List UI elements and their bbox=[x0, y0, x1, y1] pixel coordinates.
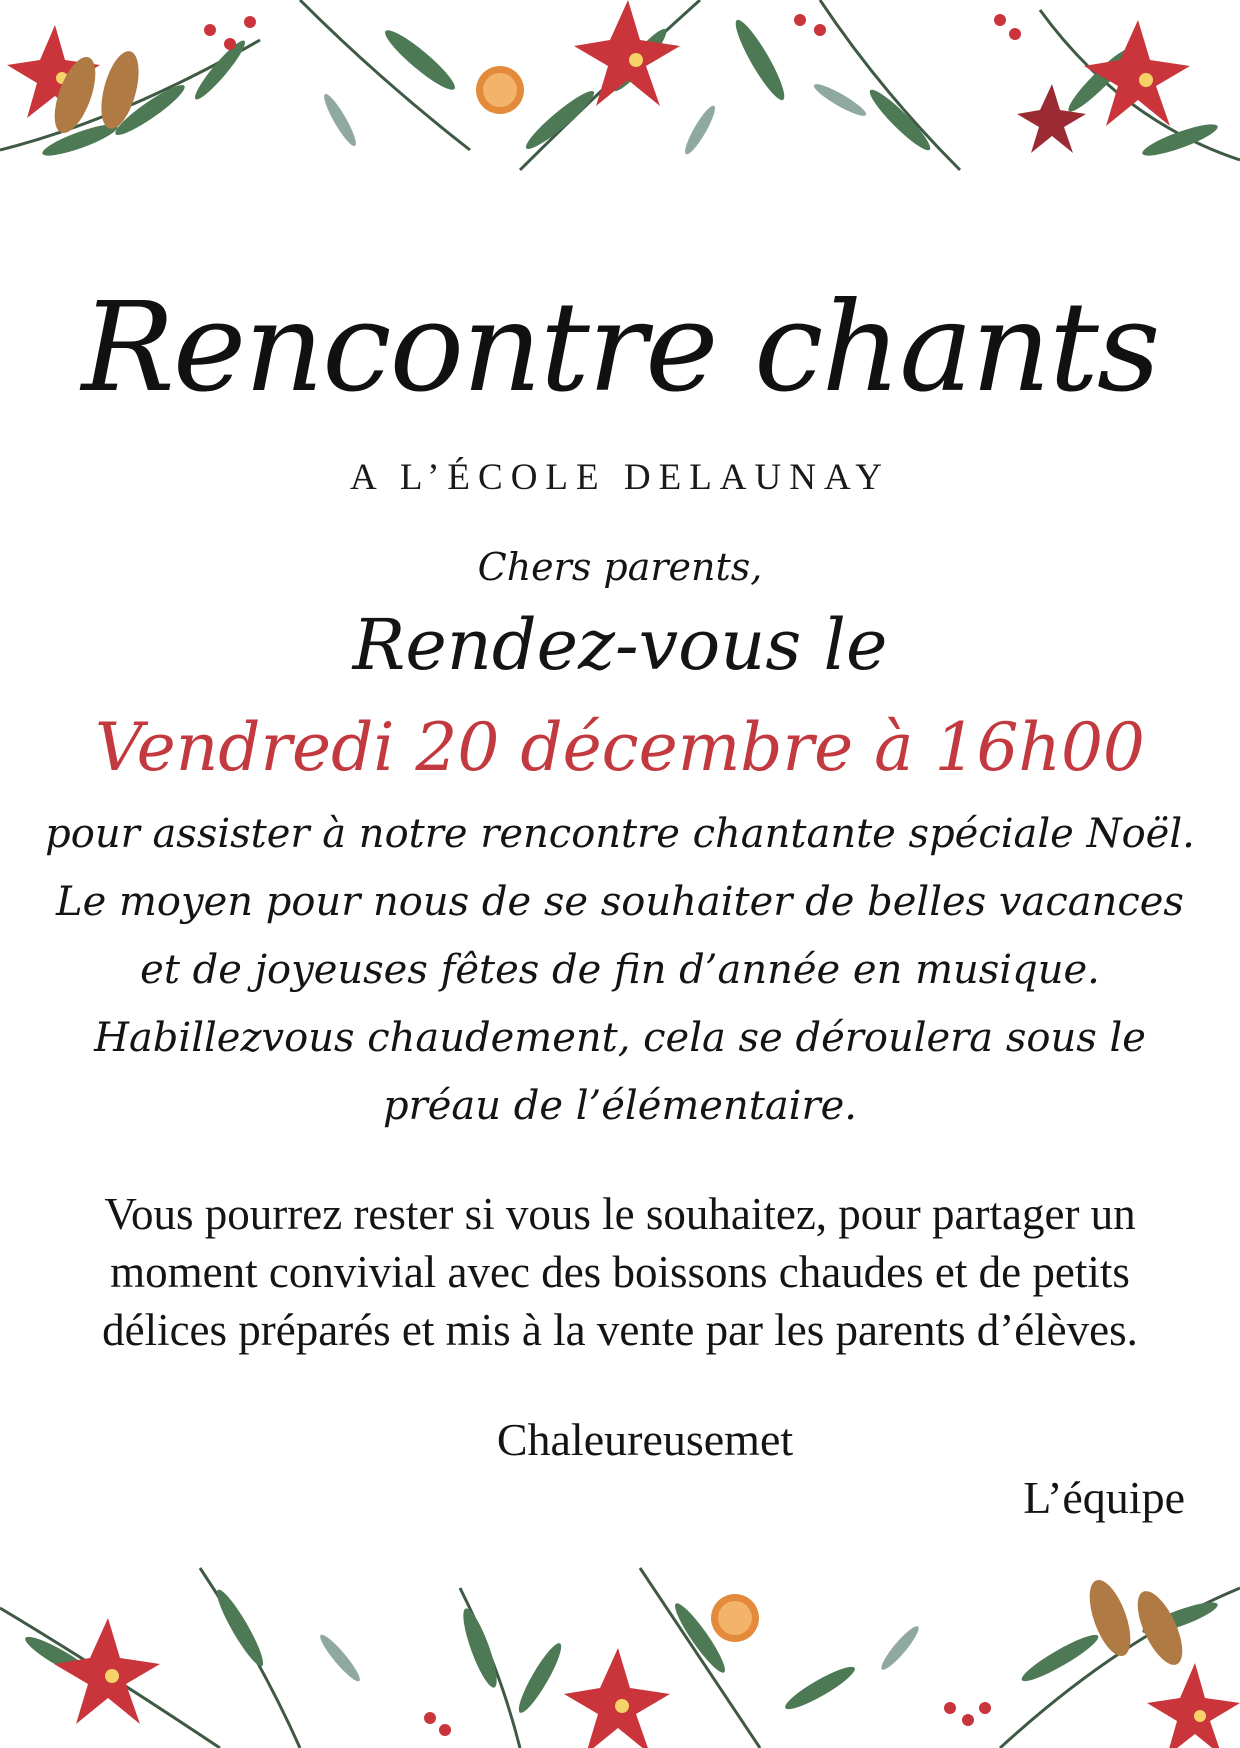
flyer-subtitle: A L’ÉCOLE DELAUNAY bbox=[349, 457, 891, 498]
paragraph-line: Vous pourrez rester si vous le souhaitez, pour partager un bbox=[104, 1189, 1136, 1239]
paragraph-line: préau de l’élémentaire. bbox=[383, 1083, 857, 1129]
paragraph-line: et de joyeuses fêtes de fin d’année en musique. bbox=[140, 947, 1100, 993]
greeting: Chers parents, bbox=[477, 545, 763, 589]
invitation-paragraph bbox=[20, 800, 1220, 1140]
paragraph-line: Le moyen pour nous de se souhaiter de belles vacances bbox=[56, 879, 1184, 925]
bottom-garland-decoration bbox=[0, 1548, 1240, 1748]
details-paragraph bbox=[20, 1185, 1220, 1359]
paragraph-line: Habillezvous chaudement, cela se déroulera sous le bbox=[94, 1015, 1146, 1061]
rendezvous-heading: Rendez-vous le bbox=[352, 604, 888, 686]
paragraph-line: délices préparés et mis à la vente par les parents d’élèves. bbox=[102, 1305, 1138, 1355]
paragraph-line: moment convivial avec des boissons chaudes et de petits bbox=[110, 1247, 1130, 1297]
top-garland-decoration bbox=[0, 0, 1240, 200]
closing-salutation: Chaleureusemet bbox=[496, 1414, 794, 1465]
signature: L’équipe bbox=[1023, 1472, 1185, 1523]
paragraph-line: pour assister à notre rencontre chantante spéciale Noël. bbox=[45, 811, 1195, 857]
flyer-title: Rencontre chants bbox=[81, 276, 1159, 420]
event-date: Vendredi 20 décembre à 16h00 bbox=[95, 709, 1145, 786]
